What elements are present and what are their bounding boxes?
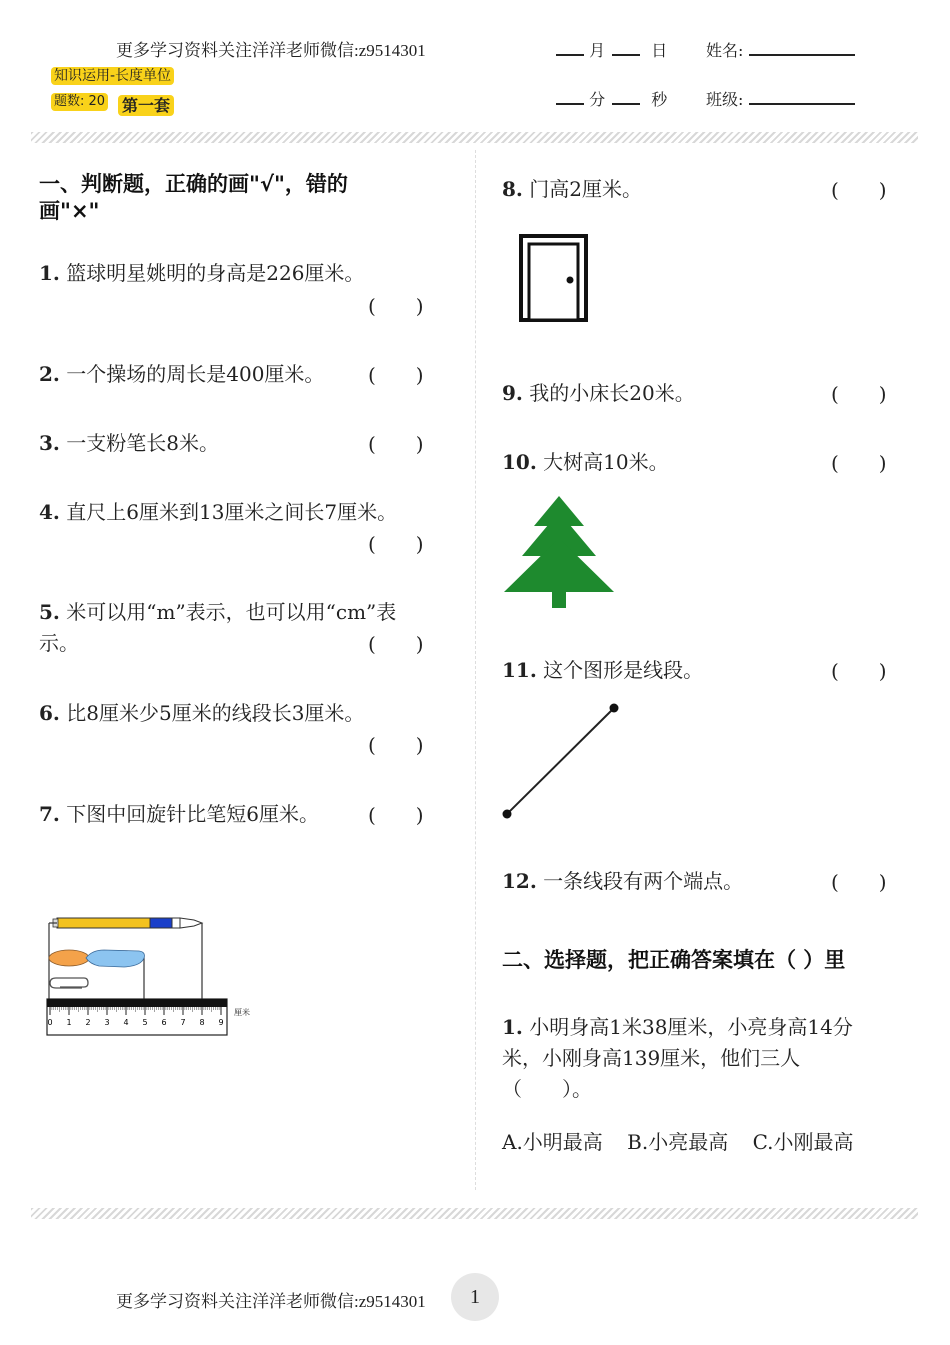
page-number: 1 [451, 1273, 499, 1321]
question-2: 2. 一个操场的周长是400厘米。 [39, 362, 325, 386]
ruler-unit: 厘米 [234, 1008, 250, 1017]
question-4: 4. 直尺上6厘米到13厘米之间长7厘米。 [39, 500, 398, 524]
ruler-tick-label: 2 [85, 1018, 91, 1027]
answer-box-10[interactable]: ( ) [831, 451, 887, 475]
endpoint-dot [503, 810, 512, 819]
pencil-icon [53, 918, 202, 928]
name-field[interactable] [706, 38, 855, 61]
ruler-tick-label: 1 [66, 1018, 72, 1027]
answer-box-8[interactable]: ( ) [831, 178, 887, 202]
ruler-tick-label: 4 [123, 1018, 129, 1027]
topic-tag: 知识运用-长度单位 [51, 67, 174, 85]
line-segment-figure [500, 700, 622, 822]
option-c[interactable]: C.小刚最高 [752, 1130, 854, 1154]
answer-box-2[interactable]: ( ) [368, 363, 424, 387]
ruler-tick-label: 6 [161, 1018, 167, 1027]
answer-box-1[interactable]: ( ) [368, 294, 424, 318]
choice-question-1: 1. 小明身高1米38厘米，小亮身高14分 米，小刚身高139厘米，他们三人 （ ）。 [502, 1012, 853, 1105]
month-label: 月 [589, 41, 606, 60]
class-field[interactable] [706, 87, 855, 110]
question-11: 11. 这个图形是线段。 [502, 658, 704, 682]
date-field[interactable] [556, 38, 667, 61]
ruler-tick-label: 3 [104, 1018, 110, 1027]
ruler-figure [44, 912, 259, 1040]
answer-box-7[interactable]: ( ) [368, 803, 424, 827]
choice-options [502, 1127, 854, 1158]
question-7: 7. 下图中回旋针比笔短6厘米。 [39, 802, 319, 826]
question-3: 3. 一支粉笔长8米。 [39, 431, 219, 455]
column-divider [475, 150, 476, 1190]
footer-promo: 更多学习资料关注洋洋老师微信:z9514301 [116, 1292, 426, 1311]
class-label: 班级: [706, 90, 744, 109]
question-6: 6. 比8厘米少5厘米的线段长3厘米。 [39, 701, 365, 725]
day-label: 日 [651, 41, 668, 60]
count-tag: 题数: 20 [51, 93, 108, 111]
question-1: 1. 篮球明星姚明的身高是226厘米。 [39, 261, 365, 285]
minute-label: 分 [589, 90, 606, 109]
question-12: 12. 一条线段有两个端点。 [502, 869, 744, 893]
answer-box-9[interactable]: ( ) [831, 382, 887, 406]
section1-title: 一、判断题，正确的画"√"，错的 画"×" [39, 172, 348, 223]
ruler-tick-label: 7 [180, 1018, 186, 1027]
question-9: 9. 我的小床长20米。 [502, 381, 695, 405]
paperclip-icon [50, 978, 88, 988]
answer-box-5[interactable]: ( ) [368, 632, 424, 656]
option-b[interactable]: B.小亮最高 [627, 1130, 729, 1154]
answer-box-11[interactable]: ( ) [831, 659, 887, 683]
question-5: 5. 米可以用“m”表示，也可以用“cm”表 示。 [39, 600, 397, 655]
choice-answer-box[interactable]: （ ）。 [502, 1077, 592, 1101]
name-label: 姓名: [706, 41, 744, 60]
ruler-tick-label: 5 [142, 1018, 148, 1027]
door-icon [519, 234, 589, 322]
set-tag: 第一套 [118, 95, 174, 116]
answer-box-6[interactable]: ( ) [368, 733, 424, 757]
question-10: 10. 大树高10米。 [502, 450, 669, 474]
top-divider [31, 132, 918, 143]
ruler-tick-label: 0 [47, 1018, 53, 1027]
endpoint-dot [610, 704, 619, 713]
option-a[interactable]: A.小明最高 [502, 1130, 603, 1154]
answer-box-3[interactable]: ( ) [368, 432, 424, 456]
time-field[interactable] [556, 87, 667, 110]
second-label: 秒 [651, 90, 668, 109]
ruler-tick-label: 9 [218, 1018, 224, 1027]
section2-title: 二、选择题，把正确答案填在（ ）里 [502, 948, 846, 972]
header-promo: 更多学习资料关注洋洋老师微信:z9514301 [116, 41, 426, 60]
answer-box-12[interactable]: ( ) [831, 870, 887, 894]
tree-icon [502, 494, 616, 610]
answer-box-4[interactable]: ( ) [368, 532, 424, 556]
ruler-tick-label: 8 [199, 1018, 205, 1027]
bottom-divider [31, 1208, 918, 1219]
question-8: 8. 门高2厘米。 [502, 177, 642, 201]
ruler-icon [47, 999, 227, 1035]
eraser-icon [49, 950, 144, 967]
